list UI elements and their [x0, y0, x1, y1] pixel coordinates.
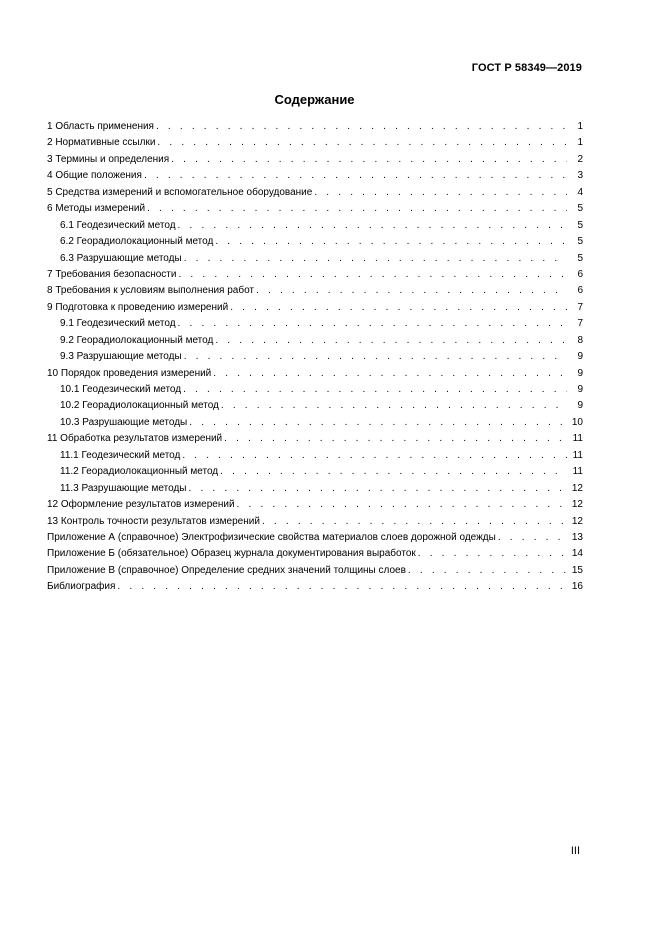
toc-entry[interactable] — [47, 135, 583, 151]
toc-leader-dots — [182, 448, 567, 464]
toc-leader-dots — [237, 497, 567, 513]
toc-entry-label: 11.2 Георадиолокационный метод — [60, 466, 219, 478]
toc-entry-page: 10 — [571, 416, 583, 428]
toc-entry[interactable] — [47, 546, 583, 562]
toc-leader-dots — [498, 530, 567, 546]
toc-entry-label: 11 Обработка результатов измерений — [47, 433, 223, 445]
toc-entry[interactable] — [47, 218, 583, 234]
toc-leader-dots — [314, 185, 567, 201]
toc-entry-page: 11 — [572, 466, 583, 478]
toc-entry-page: 11 — [572, 433, 583, 445]
toc-entry-label: 1 Область применения — [47, 121, 154, 132]
toc-entry-label: 11.3 Разрушающие методы — [60, 482, 187, 494]
toc-entry-page: 6 — [577, 268, 583, 280]
toc-entry-label: 9.3 Разрушающие методы — [60, 351, 182, 363]
toc-entry-label: 3 Термины и определения — [47, 153, 170, 165]
toc-entry-label: Приложение В (справочное) Определение средних значений толщины слоев — [47, 564, 406, 576]
toc-entry-label: 6.1 Геодезический метод — [60, 219, 176, 231]
toc-entry-page: 3 — [577, 170, 583, 182]
toc-entry[interactable] — [47, 168, 583, 184]
page-number: III — [570, 845, 580, 857]
toc-entry[interactable] — [47, 497, 583, 513]
toc-entry[interactable] — [47, 481, 583, 497]
toc-entry[interactable] — [47, 398, 583, 414]
toc-entry-page: 5 — [577, 252, 583, 264]
toc-entry-page: 9 — [577, 400, 583, 412]
toc-entry-page: 6 — [577, 285, 583, 297]
toc-entry-label: 9.2 Георадиолокационный метод — [60, 334, 214, 346]
toc-leader-dots — [418, 546, 567, 562]
toc-entry-page: 14 — [571, 548, 583, 560]
toc-entry[interactable] — [47, 119, 583, 135]
toc-entry-label: 10.1 Геодезический метод — [60, 384, 182, 395]
toc-leader-dots — [256, 283, 567, 299]
toc-entry[interactable] — [47, 316, 583, 332]
toc-entry-label: 5 Средства измерений и вспомогательное оборудование — [47, 186, 313, 198]
toc-leader-dots — [221, 398, 567, 414]
toc-entry-page: 12 — [571, 499, 583, 511]
toc-entry-page: 16 — [571, 581, 583, 593]
toc-entry[interactable] — [47, 349, 583, 365]
toc-leader-dots — [144, 168, 567, 184]
toc-entry[interactable] — [47, 300, 583, 316]
toc-entry-label: Приложение А (справочное) Электрофизические свойства материалов слоев дорожной одежды — [47, 531, 496, 543]
toc-entry[interactable] — [47, 448, 583, 464]
table-of-contents — [47, 119, 583, 596]
toc-entry[interactable] — [47, 464, 583, 480]
toc-leader-dots — [215, 234, 567, 250]
toc-entry[interactable] — [47, 267, 583, 283]
toc-entry-label: 10.2 Георадиолокационный метод — [60, 400, 219, 412]
toc-entry-page: 5 — [577, 236, 583, 248]
standard-code: ГОСТ Р 58349—2019 — [471, 62, 582, 74]
toc-entry[interactable] — [47, 382, 583, 398]
toc-entry-page: 7 — [577, 318, 583, 330]
toc-entry-label: 10 Порядок проведения измерений — [47, 367, 212, 379]
toc-entry[interactable] — [47, 185, 583, 201]
toc-entry-page: 15 — [571, 564, 583, 576]
toc-leader-dots — [183, 382, 567, 398]
toc-entry[interactable] — [47, 563, 583, 579]
toc-leader-dots — [262, 514, 567, 530]
toc-leader-dots — [157, 135, 567, 151]
toc-leader-dots — [220, 464, 567, 480]
toc-entry-page: 11 — [572, 449, 583, 461]
toc-entry-label: 4 Общие положения — [47, 170, 142, 182]
toc-entry[interactable] — [47, 431, 583, 447]
toc-entry-page: 5 — [577, 203, 583, 215]
toc-entry-page: 12 — [571, 482, 583, 494]
toc-entry[interactable] — [47, 530, 583, 546]
toc-entry[interactable] — [47, 251, 583, 267]
toc-entry-page: 9 — [577, 367, 583, 379]
toc-entry-page: 8 — [577, 334, 583, 346]
toc-entry-page: 1 — [577, 137, 583, 149]
toc-entry-label: Библиография — [47, 581, 116, 593]
toc-entry-page: 9 — [577, 351, 583, 363]
toc-entry-label: 9 Подготовка к проведению измерений — [47, 301, 229, 313]
toc-entry[interactable] — [47, 283, 583, 299]
toc-leader-dots — [178, 218, 567, 234]
toc-entry[interactable] — [47, 234, 583, 250]
toc-entry-page: 1 — [577, 121, 583, 132]
toc-entry[interactable] — [47, 333, 583, 349]
toc-entry-page: 2 — [577, 153, 583, 165]
toc-leader-dots — [224, 431, 567, 447]
toc-leader-dots — [230, 300, 567, 316]
toc-entry-label: 9.1 Геодезический метод — [60, 318, 176, 330]
toc-entry-label: 10.3 Разрушающие методы — [60, 416, 188, 428]
toc-entry-label: 6 Методы измерений — [47, 203, 146, 215]
toc-entry-label: 12 Оформление результатов измерений — [47, 499, 235, 511]
toc-title: Содержание — [274, 92, 355, 107]
toc-leader-dots — [184, 251, 567, 267]
toc-entry-label: 7 Требования безопасности — [47, 268, 177, 280]
toc-entry[interactable] — [47, 152, 583, 168]
toc-entry-page: 7 — [577, 301, 583, 313]
toc-leader-dots — [189, 481, 568, 497]
toc-entry-label: Приложение Б (обязательное) Образец журнала документирования выработок — [47, 548, 416, 560]
toc-entry-label: 2 Нормативные ссылки — [47, 137, 156, 149]
toc-leader-dots — [213, 366, 567, 382]
toc-leader-dots — [408, 563, 567, 579]
toc-entry-label: 11.1 Геодезический метод — [60, 449, 181, 461]
toc-entry-label: 6.2 Георадиолокационный метод — [60, 236, 214, 248]
toc-leader-dots — [189, 415, 567, 431]
toc-entry[interactable] — [47, 514, 583, 530]
toc-entry-label: 8 Требования к условиям выполнения работ — [47, 285, 255, 297]
toc-leader-dots — [178, 316, 567, 332]
toc-leader-dots — [215, 333, 567, 349]
toc-entry[interactable] — [47, 579, 583, 595]
toc-entry-label: 6.3 Разрушающие методы — [60, 252, 182, 264]
toc-leader-dots — [178, 267, 567, 283]
toc-leader-dots — [147, 201, 567, 217]
toc-entry[interactable] — [47, 415, 583, 431]
toc-entry-page: 9 — [577, 384, 583, 395]
toc-entry-label: 13 Контроль точности результатов измерений — [47, 515, 260, 527]
toc-entry[interactable] — [47, 201, 583, 217]
toc-leader-dots — [171, 152, 567, 168]
toc-entry-page: 5 — [577, 219, 583, 231]
toc-leader-dots — [156, 119, 567, 135]
toc-leader-dots — [117, 579, 567, 595]
toc-leader-dots — [184, 349, 567, 365]
toc-entry-page: 4 — [577, 186, 583, 198]
toc-entry-page: 12 — [571, 515, 583, 527]
toc-entry[interactable] — [47, 366, 583, 382]
toc-entry-page: 13 — [571, 531, 583, 543]
